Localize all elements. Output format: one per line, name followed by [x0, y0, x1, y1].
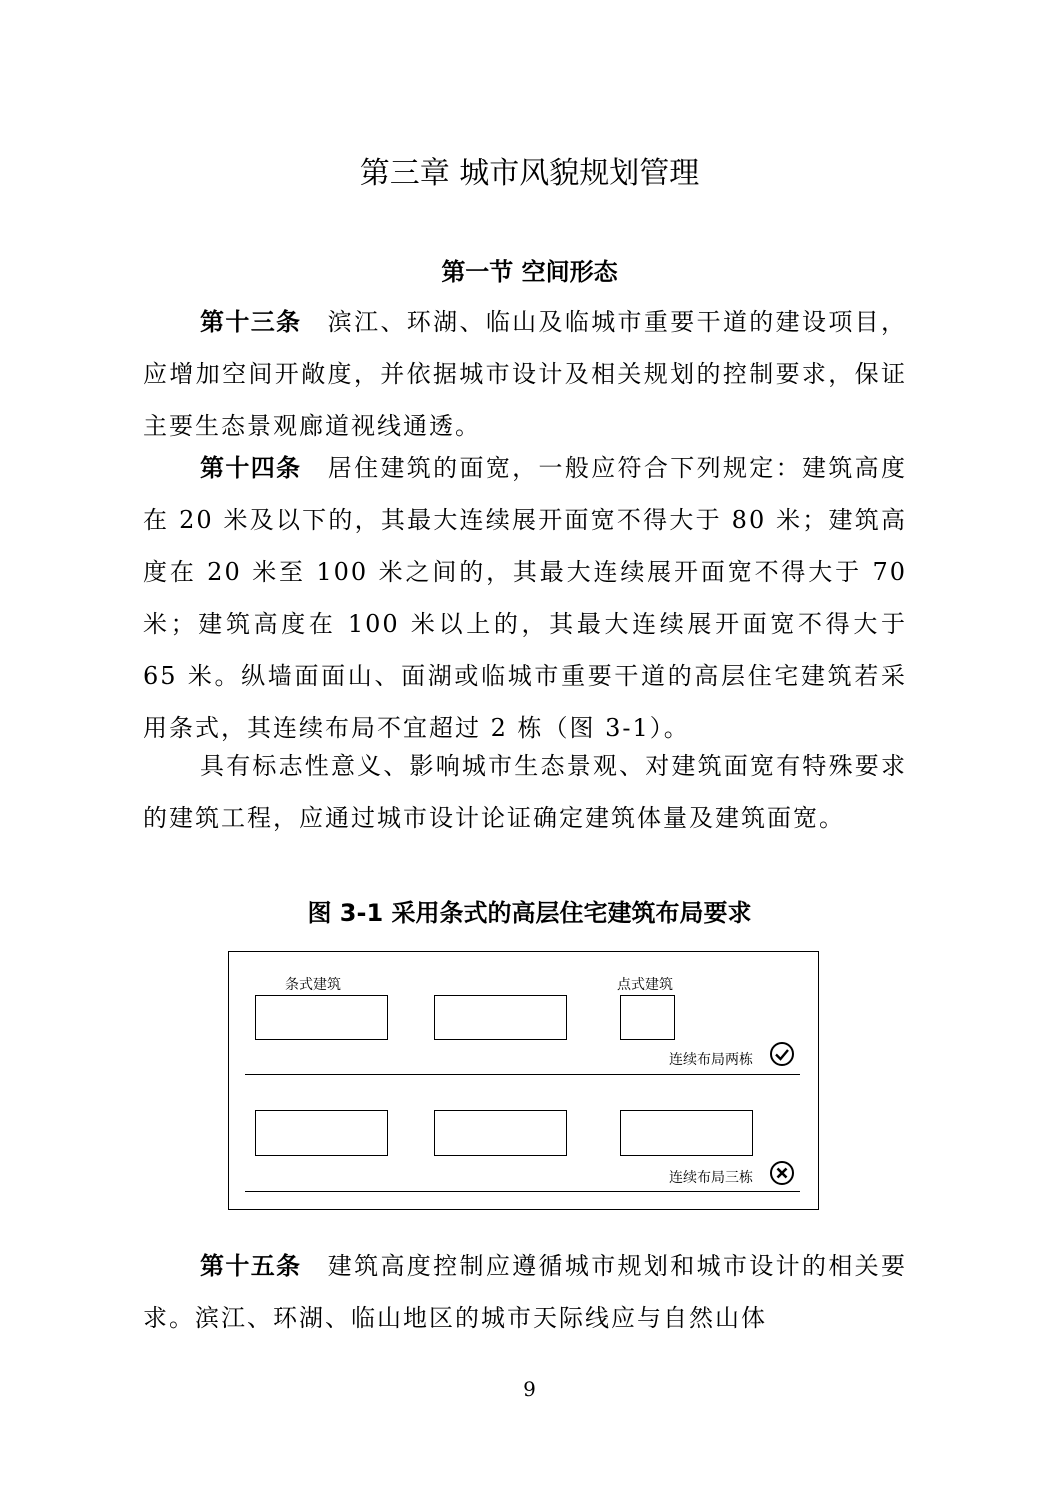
article-13-label: 第十三条 — [200, 308, 302, 336]
point-building-label: 点式建筑 — [617, 977, 673, 993]
check-circle-icon — [769, 1041, 795, 1067]
article-15-text: 建筑高度控制应遵循城市规划和城市设计的相关要求。滨江、环湖、临山地区的城市天际线应与自然山体 — [143, 1252, 908, 1332]
row2-strip-building-3 — [620, 1110, 753, 1156]
row2-label: 连续布局三栋 — [669, 1170, 753, 1186]
page-number: 9 — [523, 1377, 536, 1401]
section-title: 第一节 空间形态 — [441, 258, 618, 286]
article-15-label: 第十五条 — [200, 1252, 302, 1280]
article-14 — [143, 442, 907, 754]
row1-label: 连续布局两栋 — [669, 1052, 753, 1068]
row1-strip-building-1 — [255, 995, 388, 1040]
paragraph-special-text: 具有标志性意义、影响城市生态景观、对建筑面宽有特殊要求的建筑工程，应通过城市设计论证确定建筑体量及建筑面宽。 — [143, 752, 907, 832]
row1-ground-line — [245, 1074, 800, 1075]
figure-caption: 图 3-1 采用条式的高层住宅建筑布局要求 — [307, 899, 752, 927]
chapter-title: 第三章 城市风貌规划管理 — [359, 156, 700, 191]
row1-point-building — [620, 995, 675, 1040]
article-13 — [143, 296, 907, 452]
strip-building-label: 条式建筑 — [285, 977, 341, 993]
paragraph-special-requirements — [143, 740, 907, 844]
article-13-text: 滨江、环湖、临山及临城市重要干道的建设项目，应增加空间开敞度，并依据城市设计及相关规划的控制要求，保证主要生态景观廊道视线通透。 — [143, 308, 908, 440]
article-14-text: 居住建筑的面宽，一般应符合下列规定：建筑高度在 20 米及以下的，其最大连续展开面宽不得大于 80 米；建筑高度在 20 米至 100 米之间的，其最大连续展开面宽不得大于 70 米；建筑高度在 100 米以上的，其最大连续展开面宽不得大于 65 米。纵墙面面山、面湖或临城市重要干道的高层住宅建筑若采用条式，其连续布局不宜超过 2 栋（图 3-1）。 — [143, 454, 908, 742]
row2-strip-building-1 — [255, 1110, 388, 1156]
figure-diagram — [228, 951, 819, 1210]
row2-strip-building-2 — [434, 1110, 567, 1156]
row2-ground-line — [245, 1191, 800, 1192]
article-15 — [143, 1240, 907, 1344]
article-14-label: 第十四条 — [200, 454, 302, 482]
row1-strip-building-2 — [434, 995, 567, 1040]
x-circle-icon — [769, 1160, 795, 1186]
